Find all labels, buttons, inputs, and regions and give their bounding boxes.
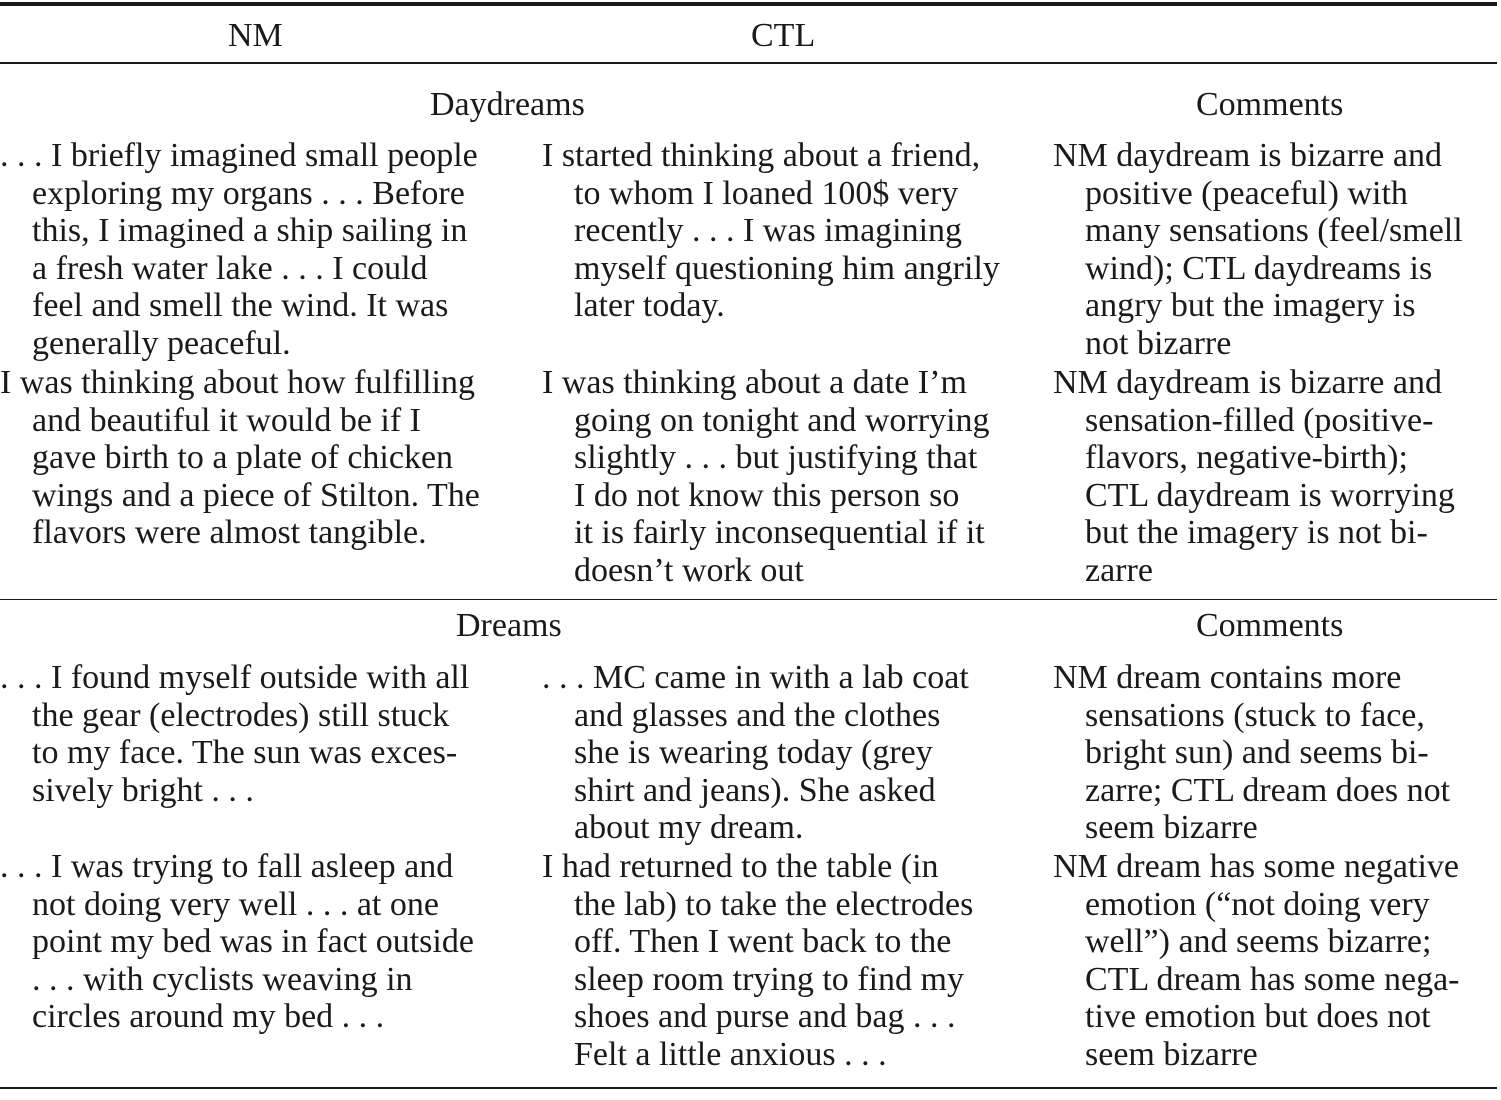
- cell-line: and glasses and the clothes: [574, 696, 941, 734]
- cell-line: point my bed was in fact outside: [32, 923, 474, 960]
- cell-line: wind); CTL daydreams is: [1085, 249, 1433, 287]
- cell-line: going on tonight and worrying: [574, 401, 990, 439]
- section-label-comments: Comments: [1196, 86, 1344, 123]
- cell-line: many sensations (feel/smell: [1085, 212, 1463, 249]
- cell-line: angry but the imagery is: [1085, 287, 1416, 324]
- cell-line: and beautiful it would be if I: [32, 401, 422, 439]
- cell-line: about my dream.: [574, 809, 804, 846]
- cell-line: but the imagery is not bi-: [1085, 514, 1428, 551]
- section-label-comments: Comments: [1196, 607, 1344, 644]
- cell-nm: [0, 848, 474, 1036]
- section-label-daydreams: Daydreams: [430, 86, 585, 123]
- table-top-rule: [0, 2, 1497, 6]
- cell-line: CTL dream has some nega-: [1085, 960, 1460, 998]
- cell-line: NM daydream is bizarre and: [1053, 137, 1442, 174]
- cell-line: sensations (stuck to face,: [1085, 696, 1425, 734]
- cell-line: the lab) to take the electrodes: [574, 885, 974, 923]
- cell-line: sively bright . . .: [32, 771, 254, 809]
- cell-line: off. Then I went back to the: [574, 923, 952, 960]
- cell-line: flavors, negative-birth);: [1085, 439, 1408, 476]
- section-label-dreams: Dreams: [456, 607, 562, 644]
- cell-line: CTL daydream is worrying: [1085, 476, 1455, 514]
- cell-line: NM dream contains more: [1053, 659, 1402, 696]
- cell-line: . . . MC came in with a lab coat: [542, 659, 969, 696]
- cell-line: sensation-filled (positive-: [1085, 401, 1434, 439]
- cell-line: gave birth to a plate of chicken: [32, 439, 454, 476]
- cell-line: she is wearing today (grey: [574, 734, 933, 771]
- cell-line: the gear (electrodes) still stuck: [32, 696, 450, 734]
- cell-comment: [1053, 137, 1463, 362]
- cell-line: slightly . . . but justifying that: [574, 439, 978, 476]
- cell-line: it is fairly inconsequential if it: [574, 514, 985, 551]
- cell-nm: [0, 137, 478, 362]
- cell-line: bright sun) and seems bi-: [1085, 734, 1429, 771]
- cell-line: I had returned to the table (in: [542, 848, 939, 885]
- cell-ctl: [542, 848, 973, 1073]
- cell-line: NM dream has some negative: [1053, 848, 1459, 885]
- section-divider-rule: [0, 599, 1497, 600]
- cell-line: later today.: [574, 287, 725, 324]
- cell-line: . . . I was trying to fall asleep and: [0, 848, 454, 885]
- column-header-ctl: CTL: [751, 17, 816, 54]
- cell-line: wings and a piece of Stilton. The: [32, 476, 480, 514]
- cell-line: I do not know this person so: [574, 476, 960, 514]
- cell-line: emotion (“not doing very: [1085, 885, 1430, 923]
- cell-line: positive (peaceful) with: [1085, 174, 1408, 212]
- cell-line: well”) and seems bizarre;: [1085, 923, 1432, 960]
- cell-line: Felt a little anxious . . .: [574, 1035, 887, 1073]
- cell-line: shoes and purse and bag . . .: [574, 998, 956, 1035]
- cell-line: not doing very well . . . at one: [32, 885, 439, 923]
- table-header-rule: [0, 62, 1497, 64]
- cell-line: I was thinking about a date I’m: [542, 364, 967, 401]
- cell-ctl: [542, 137, 1000, 325]
- cell-line: not bizarre: [1085, 324, 1232, 362]
- cell-comment: [1053, 848, 1460, 1073]
- column-header-nm: NM: [228, 17, 283, 54]
- cell-nm: [0, 364, 480, 552]
- cell-line: tive emotion but does not: [1085, 998, 1431, 1035]
- cell-comment: [1053, 364, 1455, 589]
- cell-line: doesn’t work out: [574, 551, 804, 589]
- cell-line: myself questioning him angrily: [574, 249, 1000, 287]
- cell-comment: [1053, 659, 1450, 847]
- cell-ctl: [542, 364, 990, 589]
- cell-line: to whom I loaned 100$ very: [574, 174, 959, 212]
- cell-line: exploring my organs . . . Before: [32, 174, 465, 212]
- cell-nm: [0, 659, 469, 809]
- cell-line: to my face. The sun was exces-: [32, 734, 458, 771]
- cell-line: circles around my bed . . .: [32, 998, 385, 1035]
- cell-line: zarre; CTL dream does not: [1085, 771, 1451, 809]
- cell-line: seem bizarre: [1085, 809, 1258, 846]
- cell-line: I was thinking about how fulfilling: [0, 364, 476, 401]
- cell-line: shirt and jeans). She asked: [574, 771, 936, 809]
- table-bottom-rule: [0, 1087, 1497, 1089]
- cell-line: flavors were almost tangible.: [32, 514, 427, 551]
- cell-line: . . . I briefly imagined small people: [0, 137, 478, 174]
- cell-line: . . . I found myself outside with all: [0, 659, 470, 696]
- cell-line: this, I imagined a ship sailing in: [32, 212, 468, 249]
- cell-line: feel and smell the wind. It was: [32, 287, 449, 324]
- cell-line: generally peaceful.: [32, 324, 291, 362]
- cell-line: zarre: [1085, 551, 1153, 589]
- cell-line: sleep room trying to find my: [574, 960, 965, 998]
- cell-line: NM daydream is bizarre and: [1053, 364, 1442, 401]
- cell-line: seem bizarre: [1085, 1035, 1258, 1073]
- cell-line: I started thinking about a friend,: [542, 137, 981, 174]
- cell-line: recently . . . I was imagining: [574, 212, 963, 249]
- cell-ctl: [542, 659, 969, 847]
- cell-line: a fresh water lake . . . I could: [32, 249, 428, 287]
- cell-line: . . . with cyclists weaving in: [32, 960, 413, 998]
